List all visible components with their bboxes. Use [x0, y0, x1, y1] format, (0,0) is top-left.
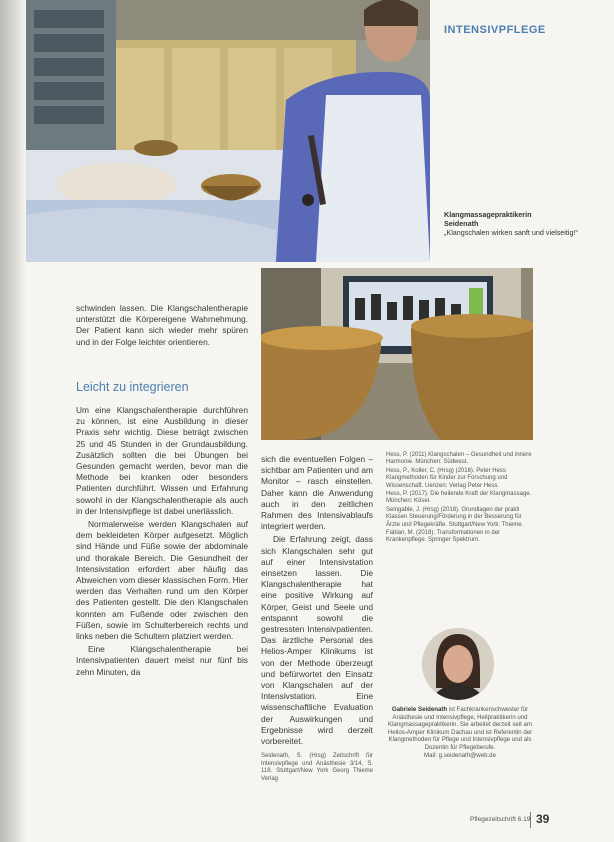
- paragraph: Um eine Klangschalentherapie durchführen zu können, ist eine Ausbildung in dieser Praxis sehr wichtig. Diese beträgt zwischen 25 und 45 Stunden in der Grundausbildung. Zusätzlich sollten die bei Übungen bei Gesunden gemacht werden, bevor man die Methode bei kranken oder besonders Patienten durchführt. Wissen und Erfahrung sowohl in der Klangschalentherapie als auch in der Intensivpflege ist dabei unerlässlich.: [76, 405, 248, 516]
- page-number: 39: [536, 812, 550, 826]
- reference-item: Hess, P. (2017). Die heilende Kraft der Klangmassage. München: Kösel.: [386, 491, 532, 505]
- magazine-name: Pflegezeitschrift 6.19: [470, 816, 531, 823]
- article-column-middle: [261, 454, 373, 783]
- author-bio: [386, 706, 534, 759]
- reference-list: [386, 452, 536, 546]
- paragraph: Normalerweise werden Klangschalen auf dem bekleideten Körper aufgesetzt. Möglich sind Hände und Füße sowie der abdominale und thorakale Bereich. Die Gesundheit der Intensivstation erfordert aber häufig das Abweichen vom dieser klassischen Form. Hier werden das Verhalten rund um den Körper des Patienten gestellt. Die den Klangschalen konnten am Fußende oder zwischen den Füßen, sowie im Schulterbereich rechts und links neben die Schultern platziert werden.: [76, 519, 248, 642]
- page-spine-shadow: [0, 0, 26, 842]
- paragraph: Die Erfahrung zeigt, dass sich Klangschalen sehr gut auf einer Intensivstation einsetzen lassen. Die Klangschalentherapie hat eine positive Wirkung auf Körper, Geist und Seele und entspannt sowohl die gestressten Intensivpatienten. Das ärztliche Personal des Helios-Amper Klinikums ist von der Methode überzeugt und befürwortet den Einsatz von Klangschalen auf der Intensivstation. Eine wissenschaftliche Evaluation der Auswirkungen und Ergebnisse wird derzeit vorbereitet.: [261, 534, 373, 747]
- article-text-top: [76, 303, 248, 350]
- author-portrait: [422, 628, 494, 700]
- reference-item: Hess, P. (2011) Klangschalen – Gesundheit und innere Harmonie. München: Südwest.: [386, 452, 532, 466]
- subheading: Leicht zu integrieren: [76, 380, 189, 394]
- reference-item: Seingable, J. (Hrsg) (2018). Grundlagen der prakti Klassen Steuerung/Förderung in der Besserung für Ärzte und Pflegekräfte. Stuttgart/New York: Thieme.: [386, 506, 524, 528]
- author-email: Mail: g.seidenath@web.de: [424, 751, 496, 759]
- paragraph: sich die eventuellen Folgen – sichtbar am Patienten und am Monitor – rasch einstellen. Daher kann die Anwendung auch in den zeitlichen Rahmen des Intensivablaufs integriert werden.: [261, 454, 373, 532]
- photo-caption: [444, 210, 594, 237]
- author-description: ist Fachkrankenschwester für Anästhesie und Intensivpflege, Heilpraktikerin und Klangmassagepraktikerin. Sie arbeitet derzeit seit am Helios-Amper Klinikum Dachau und ist Referentin der Klangmethoden für Pflege und Intensivpflege und als Dozentin für Pflegeberufe.: [387, 706, 533, 751]
- article-column-left: [76, 405, 248, 680]
- reference-footnote: Seidenath, S. (Hrsg) Zeitschrift für Intensivpflege und Anästhesie 3/14, S. 118. Stuttgart/New York Georg Thieme Verlag: [261, 753, 373, 782]
- photo-bowls-and-monitor: [261, 268, 533, 440]
- section-label: INTENSIVPFLEGE: [444, 24, 546, 36]
- photo-therapist-with-singing-bowls: [26, 0, 430, 262]
- paragraph: Eine Klangschalentherapie bei Intensivpatienten dauert meist nur fünf bis zehn Minuten, da: [76, 644, 248, 677]
- reference-item: Fabian, M. (2018). Transformationen in der Krankenpflege. Springer Spektrum.: [386, 530, 501, 544]
- caption-quote: „Klangschalen wirken sanft und vielseitig!“: [444, 228, 578, 237]
- caption-title: Klangmassagepraktikerin: [444, 210, 532, 219]
- footer-divider: [530, 812, 531, 828]
- author-name: Gabriele Seidenath: [391, 706, 448, 713]
- paragraph-continuation: schwinden lassen. Die Klangschalentherapie unterstützt die Körpereigene Wahrnehmung. Der Patient kann sich wieder mehr spüren und in der Folge leichter orientieren.: [76, 303, 248, 347]
- reference-item: Hess, P., Koller, C. (Hrsg) (2016). Peter Hess Klangmethoden für Kinder zur Forschung und Wissenschaft. Uenzen: Verlag Peter Hess.: [386, 467, 508, 489]
- caption-name: Seidenath: [444, 219, 479, 228]
